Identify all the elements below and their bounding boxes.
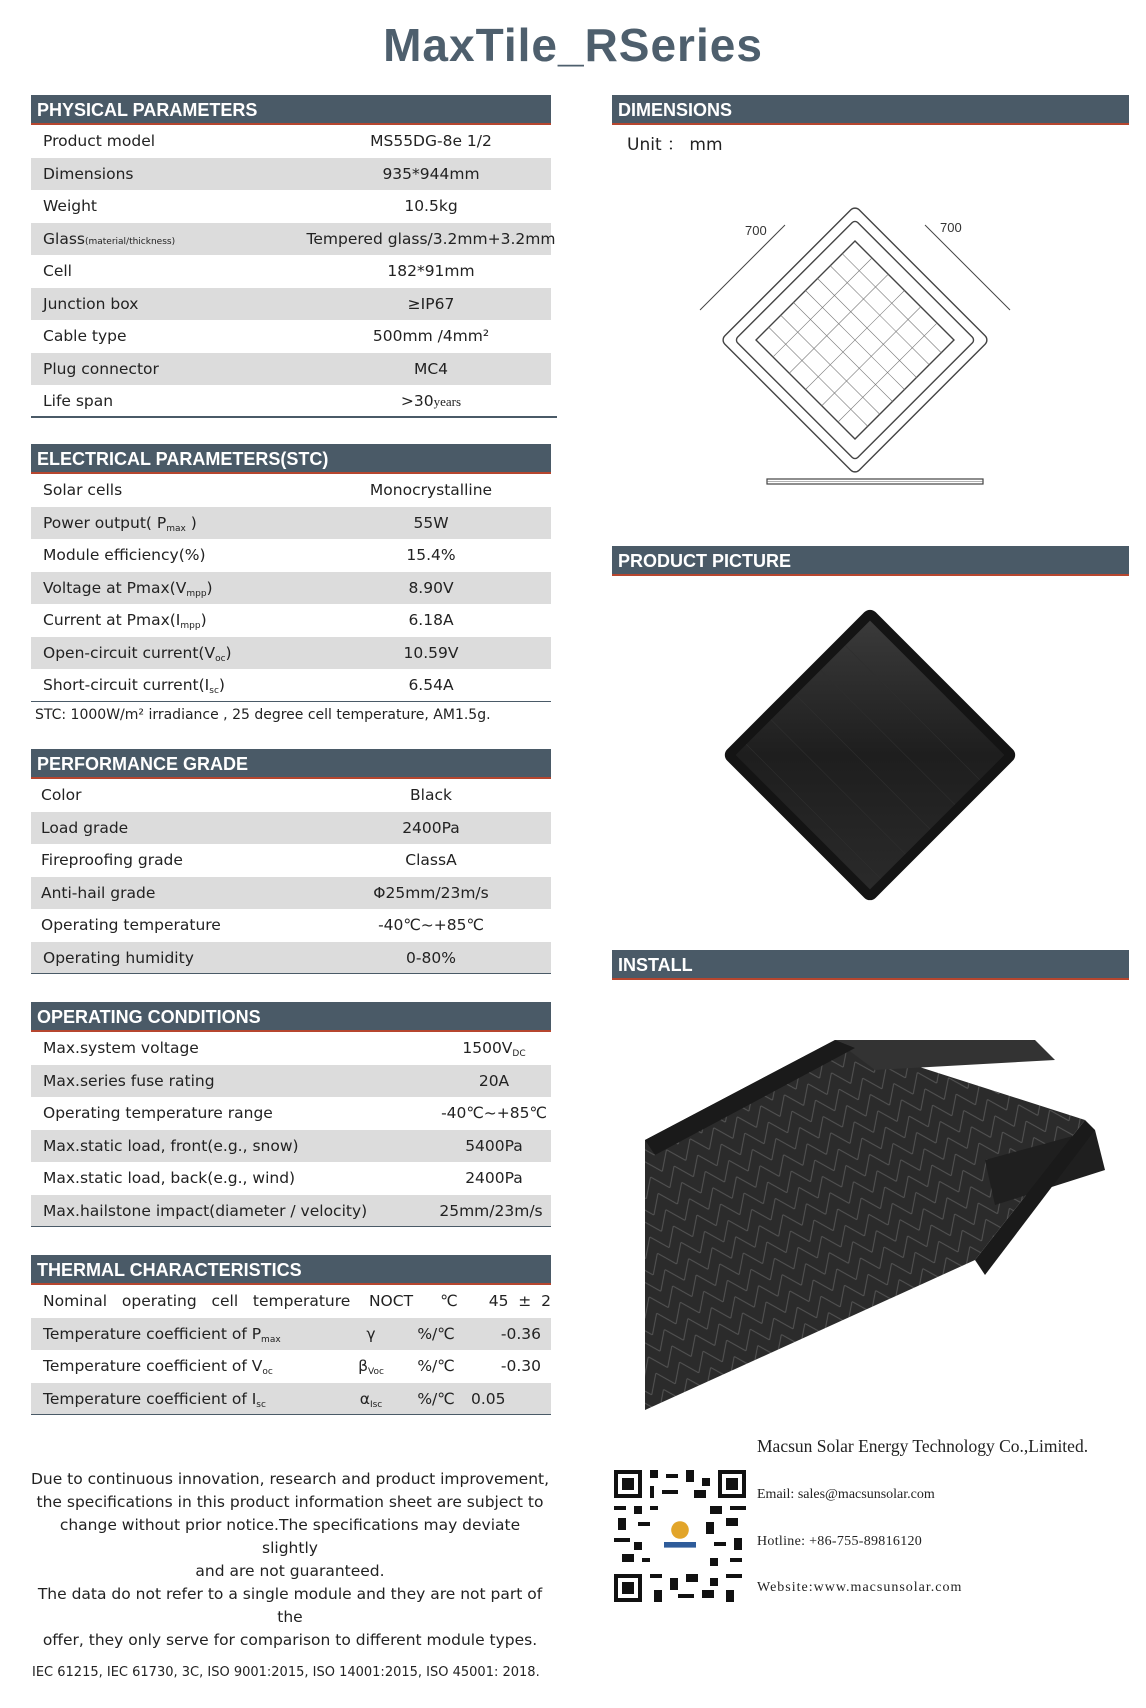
table-row: Glass(material/thickness) Tempered glass/3.2mm+3.2mm [31, 223, 551, 256]
table-row: Max.static load, back(e.g., wind) 2400Pa [43, 1169, 523, 1187]
company-hotline: Hotline: +86-755-89816120 [757, 1534, 923, 1549]
install-photo [625, 1030, 1125, 1420]
table-row: Load grade 2400Pa [31, 812, 551, 845]
dimension-label-b: 700 [940, 220, 962, 235]
install-section [612, 950, 1129, 980]
section-header: INSTALL [612, 950, 1129, 980]
table-row: Max.hailstone impact(diameter / velocity) 25mm/23m/s [31, 1195, 551, 1228]
section-header: OPERATING CONDITIONS [31, 1002, 551, 1032]
thermal-characteristics-section [31, 1255, 551, 1415]
physical-parameters-section [31, 95, 556, 418]
table-row: Operating temperature range -40℃~+85℃ [43, 1104, 547, 1122]
table-row: Max.static load, front(e.g., snow) 5400Pa [31, 1130, 551, 1163]
section-header: PHYSICAL PARAMETERS [31, 95, 551, 125]
operating-conditions-section [31, 1002, 551, 1227]
section-header: PRODUCT PICTURE [612, 546, 1129, 576]
table-row: Life span >30years [31, 385, 557, 418]
section-header: ELECTRICAL PARAMETERS(STC) [31, 444, 551, 474]
table-row: Short-circuit $current(I_{sc})$ 6.54A [31, 669, 551, 702]
dimension-drawing [690, 170, 1020, 495]
stc-note: STC: 1000W/m² irradiance , 25 degree cell temperature, AM1.5g. [35, 706, 491, 723]
table-row: Junction box ≥IP67 [31, 288, 551, 321]
product-picture-section [612, 546, 1129, 576]
table-row: Product model MS55DG-8e 1/2 [43, 132, 492, 150]
table-row: Power output( $P_{max}$ ) 55W [31, 507, 551, 540]
table-row: Temperature coefficient of $I_{sc}$ $\alpha_{Isc}$ %/℃ 0.05 [31, 1383, 551, 1416]
product-photo [720, 600, 1020, 910]
table-row: Dimensions 935*944mm [31, 158, 551, 191]
table-row: Operating humidity 0-80% [31, 942, 551, 975]
dimension-label-a: 700 [745, 223, 767, 238]
table-row: Voltage at $Pmax(V_{mpp})$ 8.90V [31, 572, 551, 605]
table-row: Color Black [41, 786, 452, 804]
table-row: Temperature coefficient of $V_{oc}$ $\beta_{Voc}$ %/℃ -0.30 [43, 1357, 541, 1377]
qr-code [614, 1470, 746, 1602]
side-profile-drawing [765, 476, 985, 488]
page-title: MaxTile_RSeries [383, 19, 763, 71]
electrical-parameters-section [31, 444, 551, 728]
table-row: Cell 182*91mm [43, 262, 475, 280]
table-row: Solar cells Monocrystalline [43, 481, 493, 499]
certifications: IEC 61215, IEC 61730, 3C, ISO 9001:2015, ISO 14001:2015, ISO 45001: 2018. [32, 1665, 540, 1680]
table-row: Fireproofing grade ClassA [41, 851, 457, 869]
company-name: Macsun Solar Energy Technology Co.,Limited. [757, 1436, 1089, 1456]
table-row: Weight 10.5kg [43, 197, 458, 215]
table-row: Max.system voltage $1500V_{DC}$ [43, 1039, 526, 1059]
table-row: Temperature coefficient of $P_{max}$ γ %/℃ -0.36 [31, 1318, 551, 1351]
table-row: Open-circuit $current(V_{oc})$ 10.59V [31, 637, 551, 670]
disclaimer-text: Due to continuous innovation, research and product improvement, the specifications in this product information sheet are subject to change without prior notice.The specifications may deviate slightly and are not guaranteed. The data do not refer to a single module and they are not part of the offer, they only serve for comparison to different module types. [30, 1470, 550, 1649]
company-website: Website:www.macsunsolar.com [757, 1580, 963, 1595]
table-row: Current at $Pmax(I_{mpp})$ 6.18A [43, 611, 454, 631]
table-row: Max.series fuse rating 20A [31, 1065, 551, 1098]
table-row: Operating temperature -40℃~+85℃ [41, 916, 484, 934]
section-header: PERFORMANCE GRADE [31, 749, 551, 779]
table-row: Anti-hail grade Φ25mm/23m/s [31, 877, 551, 910]
dimensions-section [612, 95, 1129, 125]
performance-grade-section [31, 749, 551, 974]
table-row: Plug connector MC4 [31, 353, 551, 386]
section-header: THERMAL CHARACTERISTICS [31, 1255, 551, 1285]
unit-label: Unit ： mm [627, 135, 723, 155]
table-row: Nominal operating cell temperature NOCT ℃ 45 ± 2 [43, 1292, 551, 1310]
table-row: Module efficiency(%) 15.4% [43, 546, 456, 564]
table-row: Cable type 500mm /4mm² [43, 327, 490, 345]
company-email: Email: sales@macsunsolar.com [757, 1487, 935, 1502]
section-header: DIMENSIONS [612, 95, 1129, 125]
